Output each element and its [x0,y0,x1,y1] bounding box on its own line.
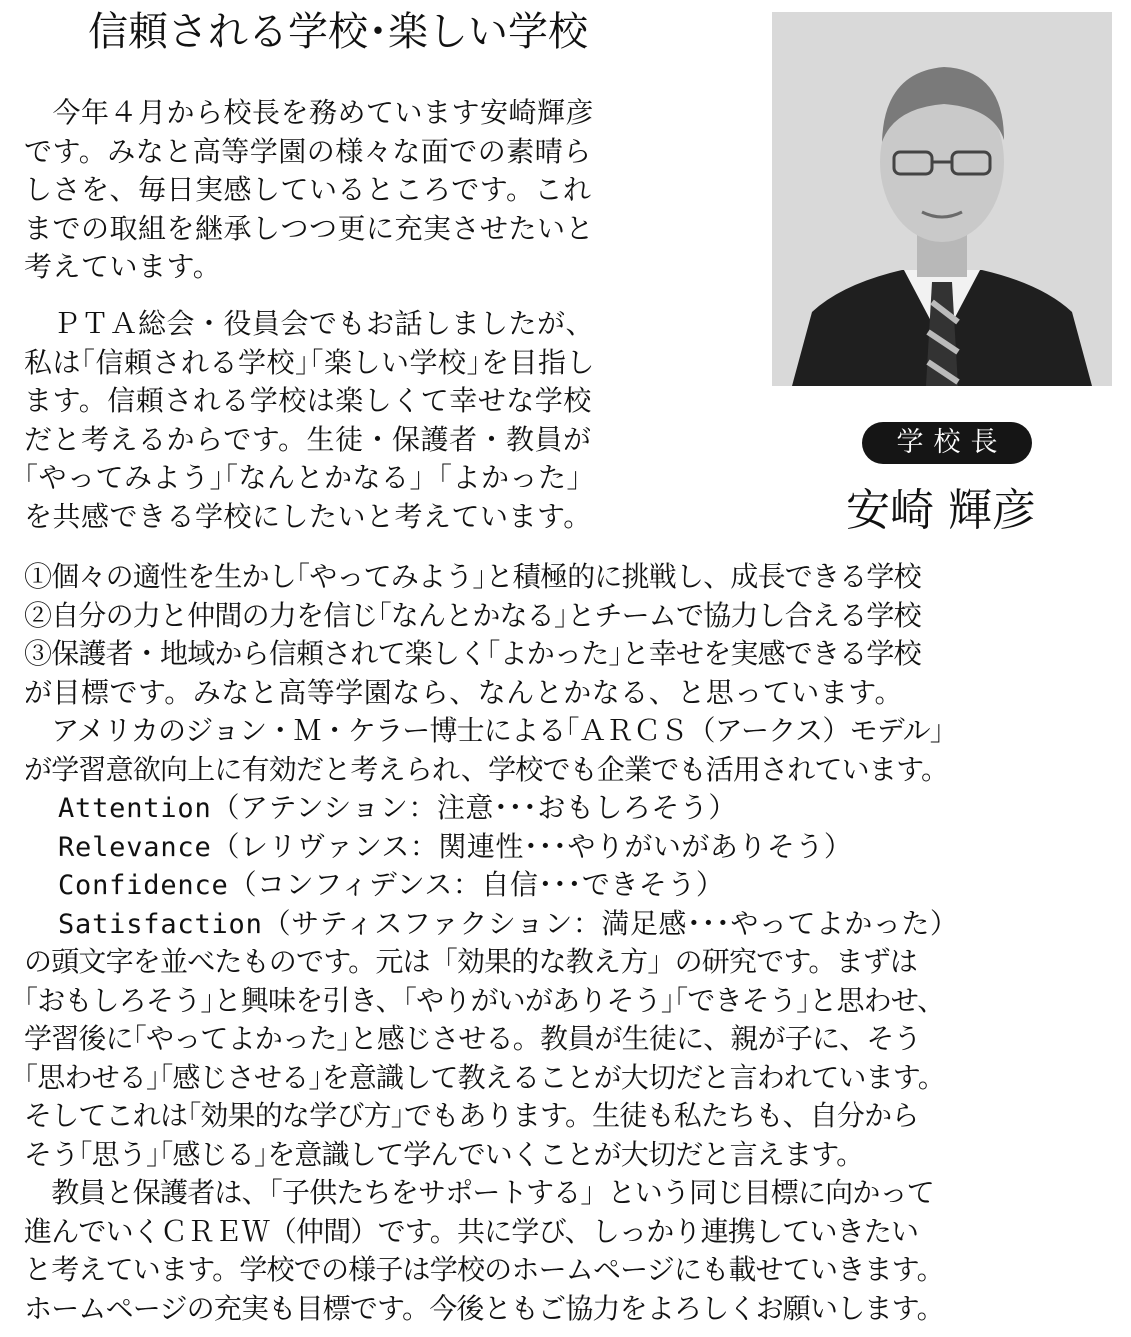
body-line: 私は｢信頼される学校｣｢楽しい学校｣を目指し [24,345,596,379]
body-line: が目標です。みなと高等学園なら、なんとかなる、と思っています。 [24,675,904,709]
arcs-term: Satisfaction [58,908,263,940]
arcs-meaning: （コンフィデンス：自信･･･できそう） [228,868,725,901]
body-line: 教員と保護者は、「子供たちをサポートする」という同じ目標に向かって [24,1176,934,1209]
body-line: 学習後に｢やってよかった｣と感じさせる。教員が生徒に、親が子に、そう [24,1022,921,1055]
arcs-meaning: （サティスファクション：満足感･･･やってよかった） [262,906,959,940]
principal-name: 安崎 輝彦 [846,485,1036,536]
arcs-meaning: （レリヴァンス：関連性･･･やりがいがありそう） [211,829,853,863]
body-line: 進んでいくＣＲＥＷ（仲間）です。共に学び、しっかり連携していきたい [24,1214,919,1248]
body-line: しさを、毎日実感しているところです。これ [24,173,592,206]
goal-item: ③保護者・地域から信頼されて楽しく｢よかった｣と幸せを実感できる学校 [24,637,921,670]
body-line: と考えています。学校での様子は学校のホームページにも載せていきます。 [24,1253,944,1286]
body-line: です。みなと高等学園の様々な面での素晴ら [24,134,592,168]
body-line: ます。信頼される学校は楽しくて幸せな学校 [24,384,592,417]
arcs-item [58,905,1131,944]
arcs-item [58,828,1131,867]
body-line: 考えています。 [24,250,222,283]
arcs-term: Attention [58,793,212,824]
body-line: ＰＴＡ総会・役員会でもお話しましたが、 [24,307,595,340]
body-line: までの取組を継承しつつ更に充実させたいと [24,211,595,245]
arcs-term: Relevance [58,831,212,863]
principal-portrait-photo [772,12,1112,386]
body-line: ｢やってみよう｣｢なんとかなる｣「よかった」 [24,461,596,494]
body-line: そしてこれは｢効果的な学び方｣でもあります。生徒も私たちも、自分から [24,1099,919,1132]
portrait-illustration [772,12,1112,386]
body-line: だと考えるからです。生徒・保護者・教員が [24,422,592,456]
goal-item: ②自分の力と仲間の力を信じ｢なんとかなる｣とチームで協力し合える学校 [24,598,921,632]
body-line: そう｢思う｣｢感じる｣を意識して学んでいくことが大切だと言えます。 [24,1137,864,1171]
body-line: を共感できる学校にしたいと考えています。 [24,499,592,533]
body-line: が学習意欲向上に有効だと考えられ、学校でも企業でも活用されています。 [24,752,949,786]
arcs-item [58,789,1131,828]
body-line: ホームページの充実も目標です。今後ともご協力をよろしくお願いします。 [24,1291,944,1325]
body-line: ｢思わせる｣｢感じさせる｣を意識して教えることが大切だと言われています。 [24,1060,945,1094]
goal-item: ①個々の適性を生かし｢やってみよう｣と積極的に挑戦し、成長できる学校 [24,560,921,593]
arcs-term: Confidence [58,870,229,901]
arcs-item [58,866,1131,905]
body-line: の頭文字を並べたものです。元は「効果的な教え方」の研究です。まずは [24,945,918,978]
body-line: ｢おもしろそう｣と興味を引き、｢やりがいがありそう｣｢できそう｣と思わせ、 [24,983,945,1017]
body-line: 今年４月から校長を務めています安崎輝彦 [24,96,595,129]
body-line: アメリカのジョン・Ｍ・ケラー博士による｢ＡＲＣＳ（アークス）モデル｣ [24,714,943,747]
role-badge: 学校長 [862,422,1032,464]
arcs-meaning: （アテンション：注意･･･おもしろそう） [211,791,737,824]
page-title: 信頼される学校･楽しい学校 [88,9,588,55]
